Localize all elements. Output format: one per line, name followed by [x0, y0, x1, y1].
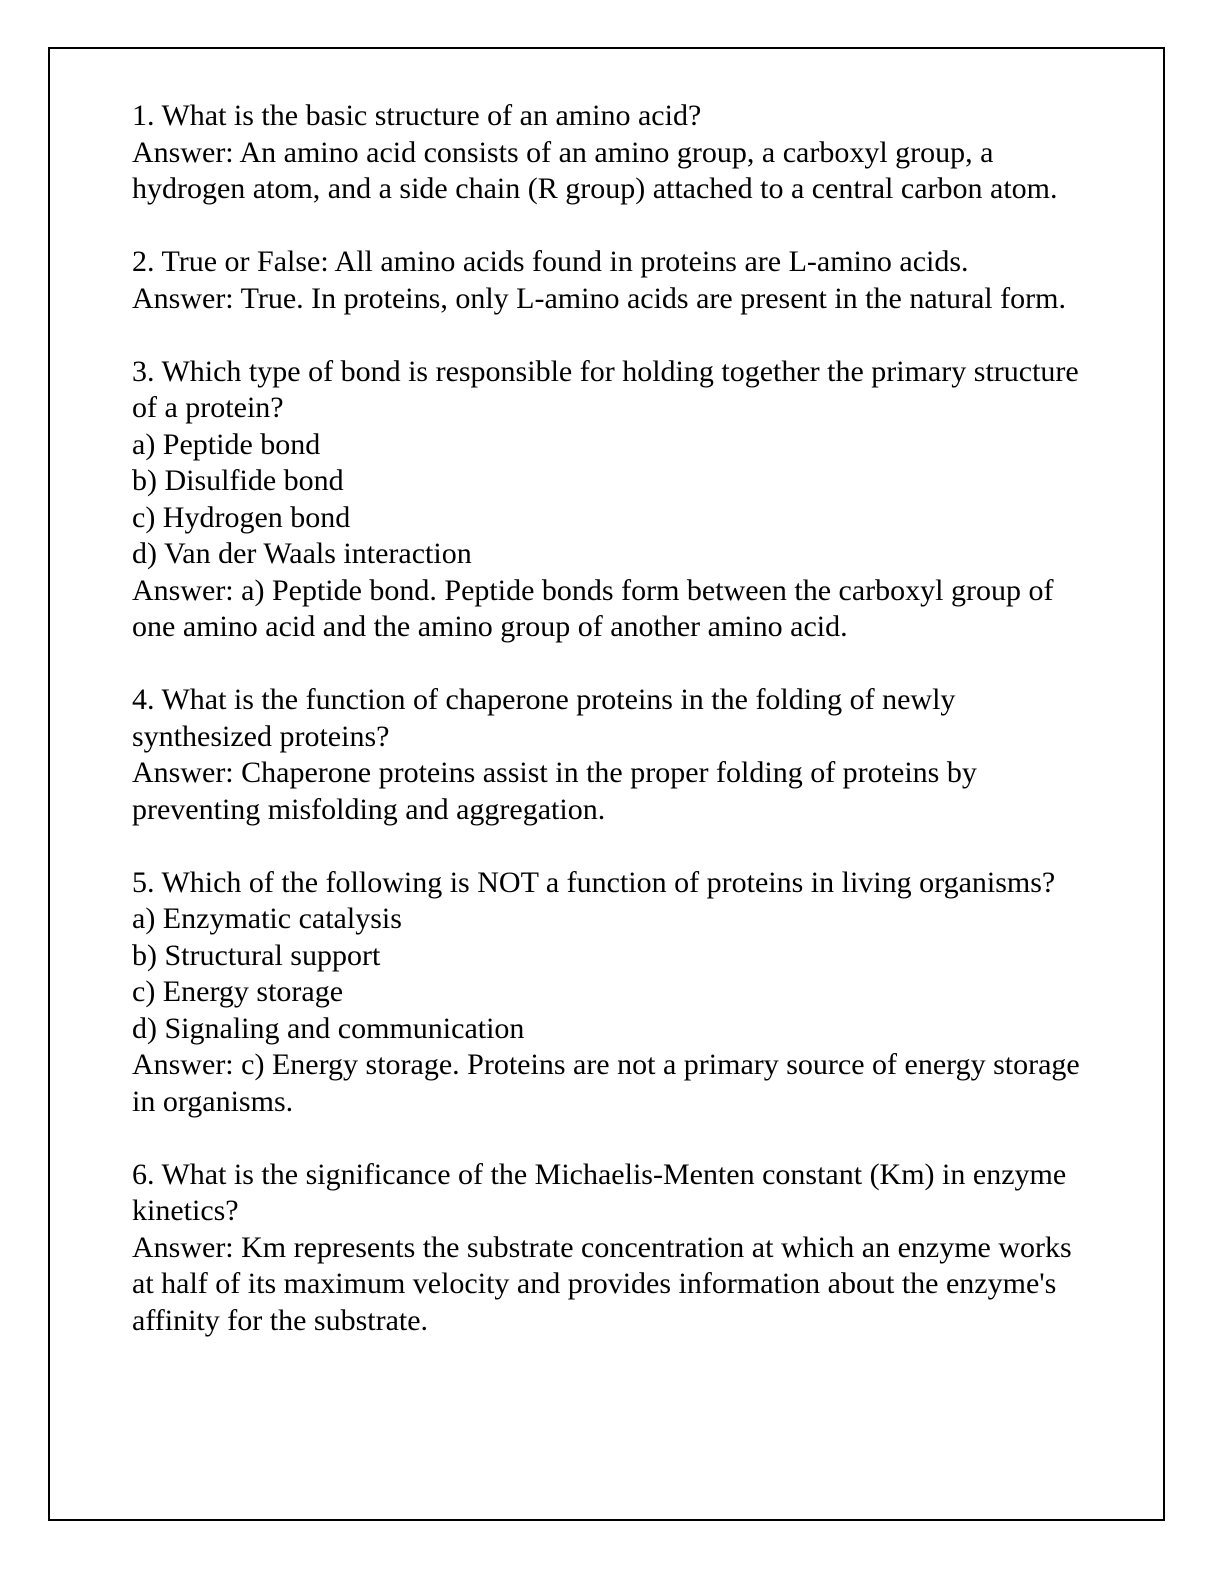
answer-text: Answer: Chaperone proteins assist in the proper folding of proteins by preventing misfolding and aggregation.: [132, 756, 985, 826]
option-a: a) Enzymatic catalysis: [132, 902, 402, 935]
option-c: c) Hydrogen bond: [132, 500, 351, 534]
question-block-1: [132, 98, 1092, 208]
answer-text: Answer: c) Energy storage. Proteins are not a primary source of energy storage in organisms.: [132, 1048, 1088, 1118]
question-text: 1. What is the basic structure of an amino acid?: [132, 99, 702, 132]
question-text: 3. Which type of bond is responsible for holding together the primary structure of a protein?: [132, 354, 1087, 424]
question-block-5: [132, 865, 1092, 1121]
question-block-3: [132, 354, 1092, 646]
answer-text: Answer: An amino acid consists of an amino group, a carboxyl group, a hydrogen atom, and a side chain (R group) attached to a central carbon atom.: [132, 135, 1058, 205]
question-text: 4. What is the function of chaperone proteins in the folding of newly synthesized proteins?: [132, 683, 963, 753]
question-text: 2. True or False: All amino acids found in proteins are L-amino acids.: [132, 245, 969, 278]
answer-text: Answer: a) Peptide bond. Peptide bonds form between the carboxyl group of one amino acid and the amino group of another amino acid.: [132, 573, 1061, 643]
answer-text: Answer: Km represents the substrate concentration at which an enzyme works at half of its maximum velocity and provides information about the enzyme's affinity for the substrate.: [132, 1230, 1080, 1337]
question-block-6: [132, 1157, 1092, 1340]
option-b: b) Structural support: [132, 938, 381, 972]
question-text: 5. Which of the following is NOT a function of proteins in living organisms?: [132, 865, 1056, 899]
question-block-2: [132, 244, 1092, 317]
option-a: a) Peptide bond: [132, 427, 321, 461]
document-body: [132, 98, 1092, 1339]
question-text: 6. What is the significance of the Michaelis-Menten constant (Km) in enzyme kinetics?: [132, 1157, 1074, 1227]
option-d: d) Signaling and communication: [132, 1011, 525, 1045]
option-c: c) Energy storage: [132, 975, 344, 1008]
option-b: b) Disulfide bond: [132, 464, 344, 497]
option-d: d) Van der Waals interaction: [132, 537, 472, 570]
answer-text: Answer: True. In proteins, only L-amino acids are present in the natural form.: [132, 281, 1066, 315]
question-block-4: [132, 682, 1092, 828]
